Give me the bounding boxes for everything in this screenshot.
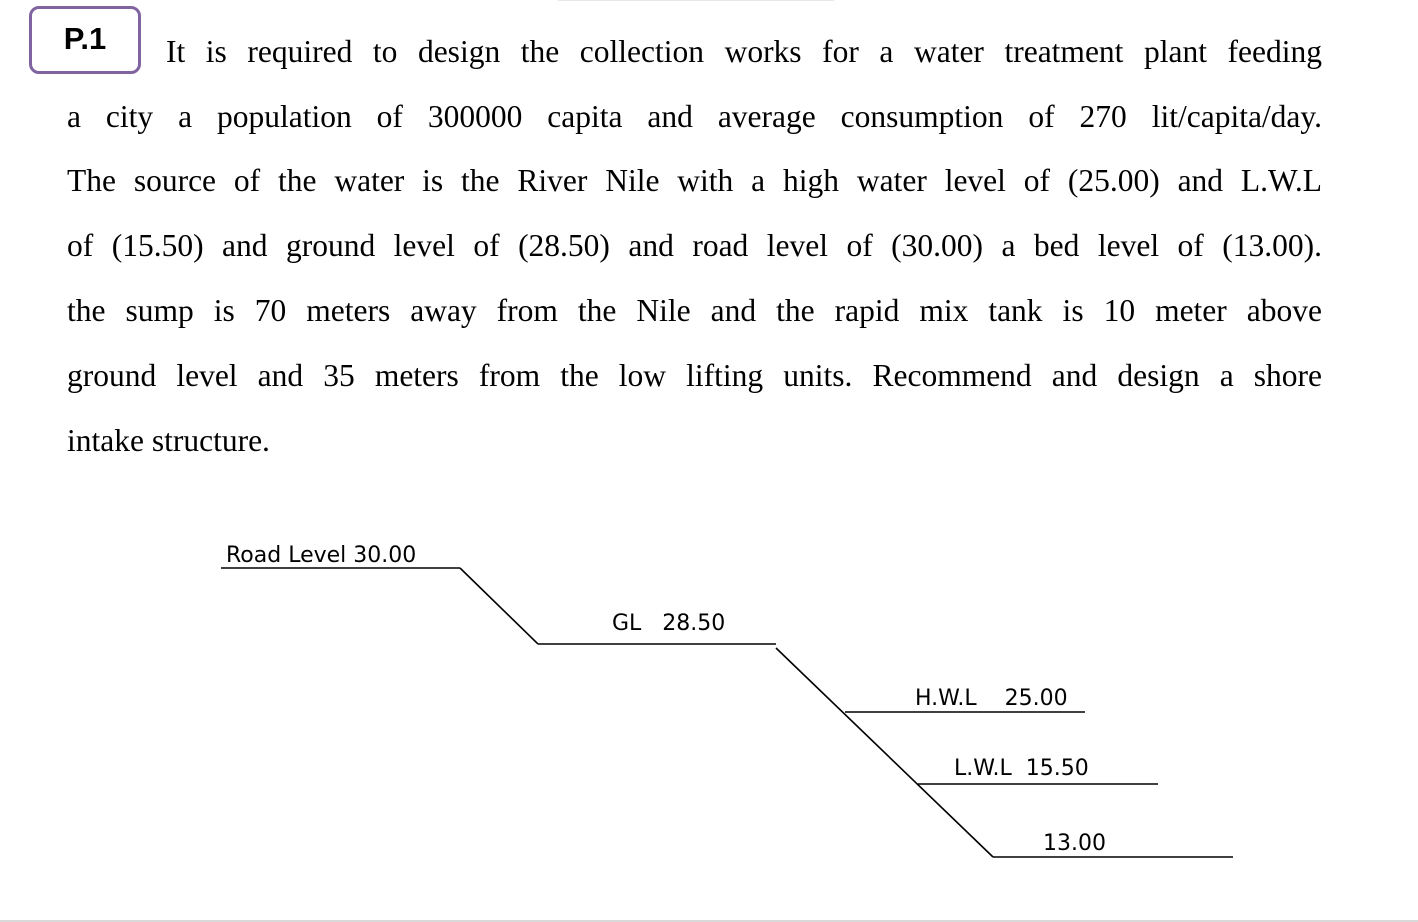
problem-text-line-6: ground level and 35 meters from the low lifting units. Recommend and design a shore bbox=[67, 358, 1322, 393]
problem-text-line-3: The source of the water is the River Nile with a high water level of (25.00) and L.W.L bbox=[67, 163, 1322, 198]
problem-text-line-2: a city a population of 300000 capita and average consumption of 270 lit/capita/day. bbox=[67, 99, 1322, 134]
problem-text-line-7: intake structure. bbox=[67, 423, 270, 458]
hwl-label: H.W.L 25.00 bbox=[915, 686, 1068, 711]
lwl-label: L.W.L 15.50 bbox=[954, 756, 1089, 781]
problem-text-line-4: of (15.50) and ground level of (28.50) and road level of (30.00) a bed level of (13.00). bbox=[67, 228, 1322, 263]
river-bank-slope bbox=[776, 648, 993, 857]
road-to-gl-slope bbox=[460, 568, 538, 644]
road-level-label: Road Level 30.00 bbox=[226, 543, 417, 568]
problem-text-line-1: It is required to design the collection works for a water treatment plant feeding bbox=[166, 34, 1322, 69]
bed-level-label: 13.00 bbox=[1043, 831, 1106, 856]
problem-text-line-5: the sump is 70 meters away from the Nile and the rapid mix tank is 10 meter above bbox=[67, 293, 1322, 328]
ground-level-label: GL 28.50 bbox=[612, 611, 726, 636]
problem-number-badge: P.1 bbox=[29, 6, 141, 74]
